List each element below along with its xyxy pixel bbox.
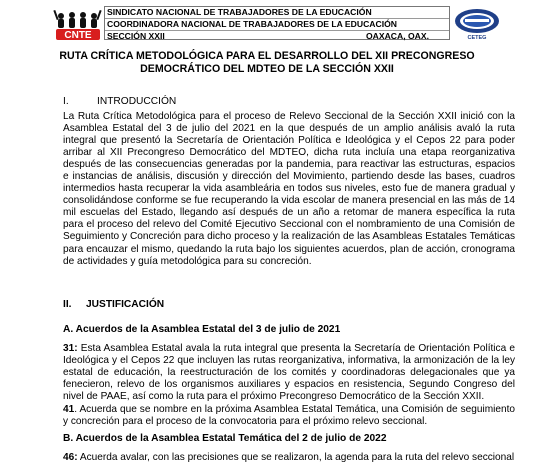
agreement-31-text: Esta Asamblea Estatal avala la ruta integral que presenta la Secretaría de Orientación Política e Ideológica y el Cepos 22 que incluyen las rutas reorganizativa, informativa, la armonización de la ley estatal de educación, la reestructuración de los comités y coordinadoras delegacionales que ya fenecieron, relevo de los organismos auxiliares y espacios en resistencia, Segundo Congreso del nivel de PAAE, así como la ruta para el próximo Precongreso Democrático de la Sección XXII.: [63, 343, 515, 403]
title-line-1: RUTA CRÍTICA METODOLÓGICA PARA EL DESARROLLO DEL XII PRECONGRESO: [59, 50, 475, 62]
agreement-46: [63, 452, 515, 464]
svg-text:CNTE: CNTE: [64, 30, 92, 41]
header-section-label: SECCIÓN XXII: [107, 31, 165, 41]
subsection-b-heading: B. Acuerdos de la Asamblea Estatal Temática del 2 de julio de 2022: [63, 433, 387, 444]
header-line-coordinator: COORDINADORA NACIONAL DE TRABAJADORES DE LA EDUCACIÓN: [105, 19, 449, 31]
intro-paragraph: La Ruta Crítica Metodológica para el proceso de Relevo Seccional de la Sección XXII inició con la Asamblea Estatal del 3 de julio del 2021 en la que después de un amplio análisis avaló la ruta integral que presentó la Secretaría de Orientación Política e Ideológica y el Cepos 22 para poder arribar al XII Precongreso Democrático del MDTEO, dicha ruta incluía una etapa reorganizativa después de las consecuencias generadas por la pandemia, para reactivar las estructuras, espacios e instancias de análisis, discusión y dirección del Movimiento, partiendo desde las bases, cuadros intermedios hasta recuperar la vida asambleária en todos sus niveles, esto fue de manera gradual y consolidándose conforme se fue recuperando la vida escolar de manera presencial en las más de 14 mil escuelas del Estado, llegando así después de un año a retomar de manera específica la ruta para el proceso del relevo del Comité Ejecutivo Seccional con el nombramiento de una Comisión de Seguimiento y Concreción para dicho proceso y la realización de las Asambleas Estatales Temáticas para encauzar el mismo, quedando la ruta bajo los siguientes acuerdos, plan de acción, cronograma de actividades y guía metodológica para su concreción.: [63, 111, 515, 267]
document-title: [20, 50, 514, 76]
agreement-31: [63, 343, 515, 403]
agreement-31-number: 31:: [63, 343, 78, 354]
document-header: [10, 4, 524, 42]
ceteg-logo-icon: [452, 7, 502, 41]
agreement-46-text: Acuerda avalar, con las precisiones que se realizaron, la agenda para la ruta del relevo seccional: [77, 452, 515, 463]
header-line-union: SINDICATO NACIONAL DE TRABAJADORES DE LA EDUCACIÓN: [105, 7, 449, 19]
header-title-box: [104, 6, 450, 40]
svg-text:CETEG: CETEG: [467, 35, 487, 41]
header-location-label: OAXACA, OAX.: [365, 31, 429, 41]
section-2-number: II.: [63, 299, 72, 310]
agreement-41: [63, 404, 515, 428]
cnte-logo-icon: [52, 7, 104, 41]
section-2-heading: JUSTIFICACIÓN: [86, 299, 165, 310]
agreement-41-text: . Acuerda que se nombre en la próxima Asamblea Estatal Temática, una Comisión de seguimiento y concreción para el proceso de la convocatoria para el próximo relevo seccional.: [63, 404, 515, 428]
agreement-46-number: 46:: [63, 452, 78, 463]
agreement-41-number: 41: [63, 404, 75, 415]
title-line-2: DEMOCRÁTICO DEL MDTEO DE LA SECCIÓN XXII: [140, 63, 394, 75]
section-1-heading: INTRODUCCIÓN: [97, 96, 177, 107]
header-line-section: [105, 31, 449, 42]
section-1-number: I.: [63, 96, 69, 107]
subsection-a-heading: A. Acuerdos de la Asamblea Estatal del 3 de julio de 2021: [63, 324, 341, 335]
